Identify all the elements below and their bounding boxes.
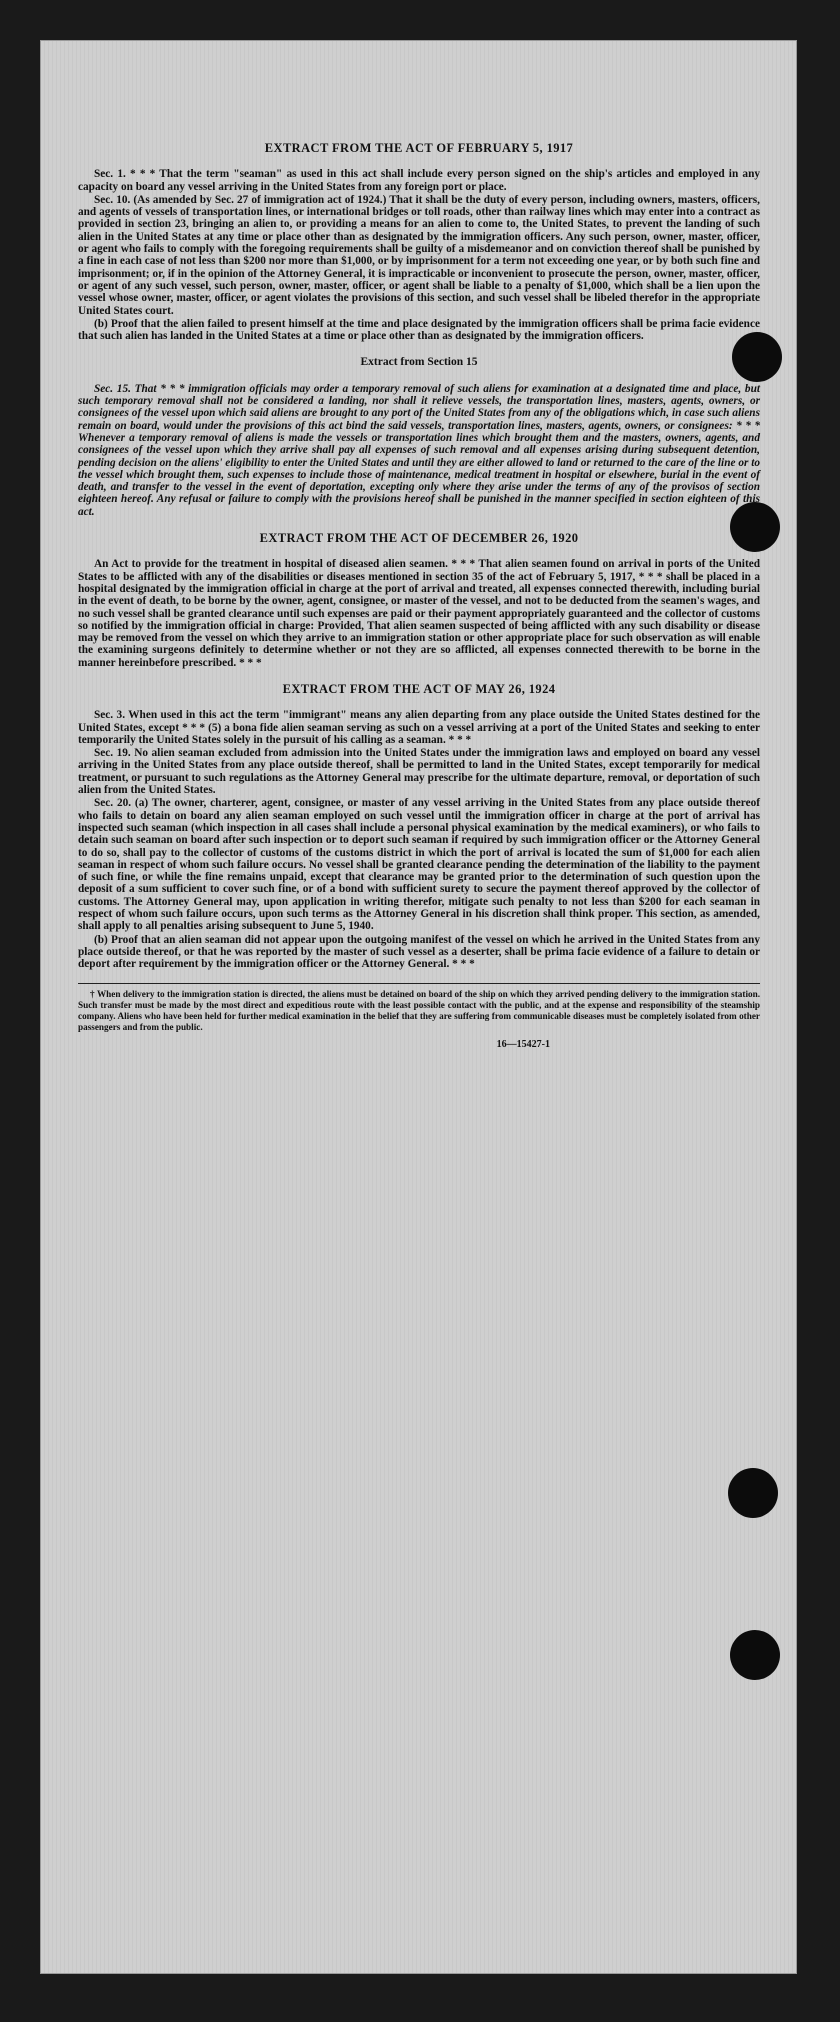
heading-act-1924: EXTRACT FROM THE ACT OF MAY 26, 1924	[282, 681, 556, 696]
heading-act-1920: EXTRACT FROM THE ACT OF DECEMBER 26, 1920	[259, 531, 579, 546]
punch-hole-3	[728, 1468, 778, 1518]
print-code: 16—15427-1	[496, 1038, 550, 1050]
paragraph-sec-10-b: (b) Proof that the alien failed to present himself at the time and place designated by the immigration officers shall be prima facie evidence that such alien has landed in the United States at a time or place other than as designated by the immigration officers.	[78, 317, 760, 343]
paragraph-sec-15: Sec. 15. That * * * immigration officials may order a temporary removal of such aliens for examination at a designated time and place, but such temporary removal shall not be considered a landing, nor shall it relieve vessels, the transportation lines, masters, agents, owners, or consignees of the vessel upon which said aliens are brought to any port of the United States from any of the obligations which, in case such aliens remain on board, would under the provisions of this act bind the said vessels, transportation lines, masters, agents, owners, or consignees: * * * Whenever a temporary removal of aliens is made the vessels or transportation lines which brought them and the masters, owners, agents, and consignees of the vessel upon which they arrive shall pay all expenses of such removal and all expenses arising during subsequent detention, pending decision on the aliens' eligibility to enter the United States and until they are either allowed to land or returned to the care of the line or to the vessel which brought them, such expenses to include those of maintenance, medical treatment in hospital or elsewhere, burial in the event of death, and transfer to the vessel in the event of deportation, excepting only where they arise under the terms of any of the provisos of section eighteen hereof. Any refusal or failure to comply with the provisions hereof shall be punished in the manner specified in section eighteen of this act.	[78, 382, 760, 518]
paragraph-sec-20-b: (b) Proof that an alien seaman did not appear upon the outgoing manifest of the vessel on which he arrived in the United States from any place outside thereof, or that he was reported by the master of such vessel as a deserter, shall be prima facie evidence of a failure to detain or deport after requirement by the immigration officer or the Attorney General. * * *	[78, 933, 760, 971]
subheading-section-15: Extract from Section 15	[360, 356, 478, 369]
heading-act-1917: EXTRACT FROM THE ACT OF FEBRUARY 5, 1917	[264, 141, 574, 155]
paragraph-act-1920: An Act to provide for the treatment in hospital of diseased alien seamen. * * * That alien seamen found on arrival in ports of the United States to be afflicted with any of the disabilities or diseases mentioned in section 35 of the act of February 5, 1917, * * * shall be placed in a hospital designated by the immigration official in charge at the port of arrival and treated, all expenses connected therewith, including burial in the event of death, to be borne by the owner, agent, consignee, or master of the vessel, and not to be deducted from the seamen's wages, and no such vessel shall be granted clearance until such expenses are paid or their payment appropriately guaranteed and the collector of customs so notified by the immigration official in charge: Provided, That alien seamen suspected of being afflicted with any such disability or disease may be removed from the vessel on which they arrive to an immigration station or other appropriate place for such observation as will enable the examining surgeons definitely to determine whether or not they are so afflicted, all expenses connected therewith to be borne in the manner hereinbefore prescribed. * * *	[78, 558, 760, 669]
paragraph-sec-20-a: Sec. 20. (a) The owner, charterer, agent, consignee, or master of any vessel arriving in the United States from any place outside thereof who fails to detain on board any alien seaman employed on such vessel until the immigration officer in charge at the port of arrival has inspected such seaman (which inspection in all cases shall include a personal physical examination by the medical examiners), or who fails to detain such seaman on board after such inspection or to deport such seaman if required by such immigration officer or the Attorney General to do so, shall pay to the collector of customs of the customs district in which the port of arrival is located the sum of $1,000 for each alien seaman in respect of whom such failure occurs. No vessel shall be granted clearance pending the determination of the liability to the payment of such fine, or while the fine remains unpaid, except that clearance may be granted prior to the determination of such question upon the deposit of a sum sufficient to cover such fine, or of a bond with sufficient surety to secure the payment thereof approved by the collector of customs. The Attorney General may, upon application in writing therefor, mitigate such penalty to not less than $200 for each seaman in respect of whom such failure occurs, upon such terms as the Attorney General in his discretion shall think proper. This section, as amended, shall apply to all penalties arising subsequent to June 5, 1940.	[78, 797, 760, 933]
footnote-text: † When delivery to the immigration station is directed, the aliens must be detained on board of the ship on which they arrived pending delivery to the immigration station. Such transfer must be made by the most direct and expeditious route with the least possible contact with the public, and at the expense and responsibility of the steamship company. Aliens who have been held for further medical examination in the belief that they are suffering from communicable diseases must be completely isolated from other passengers and from the public.	[78, 988, 760, 1032]
document-page	[40, 40, 797, 1974]
punch-hole-4	[730, 1630, 780, 1680]
document-body	[78, 142, 760, 1051]
paragraph-sec-3: Sec. 3. When used in this act the term "immigrant" means any alien departing from any place outside the United States destined for the United States, except * * * (5) a bona fide alien seaman serving as such on a vessel arriving at a port of the United States and seeking to enter temporarily the United States solely in the pursuit of his calling as a seaman. * * *	[78, 709, 760, 746]
paragraph-sec-19: Sec. 19. No alien seaman excluded from admission into the United States under the immigration laws and employed on board any vessel arriving in the United States from any place outside thereof, shall be permitted to land in the United States, except temporarily for medical treatment, or pursuant to such regulations as the Attorney General may prescribe for the ultimate departure, removal, or deportation of such alien from the United States.	[78, 747, 760, 797]
paragraph-sec-10: Sec. 10. (As amended by Sec. 27 of immigration act of 1924.) That it shall be the duty of every person, including owners, masters, officers, and agents of vessels of transportation lines, or international bridges or toll roads, other than railway lines which may enter into a contract as provided in section 23, bringing an alien to, or providing a means for an alien to come to, the United States, to prevent the landing of such alien in the United States at any time or place other than as designated by the immigration officers. Any such person, owner, master, officer, or agent who fails to comply with the foregoing requirements shall be guilty of a misdemeanor and on conviction thereof shall be punished by a fine in each case of not less than $200 nor more than $1,000, or by imprisonment for a term not exceeding one year, or by both such fine and imprisonment; or, if in the opinion of the Attorney General, it is impracticable or inconvenient to prosecute the person, owner, master, officer, or agent of any such vessel, such person, owner, master, officer, or agent shall be liable to a penalty of $1,000, which shall be a lien upon the vessel whose owner, master, officer, or agent violates the provisions of this section, and such vessel shall be libeled therefor in the appropriate United States court.	[78, 193, 760, 317]
paragraph-sec-1: Sec. 1. * * * That the term "seaman" as used in this act shall include every person signed on the ship's articles and employed in any capacity on board any vessel arriving in the United States from any foreign port or place.	[78, 168, 760, 193]
footnote-block	[78, 983, 760, 1033]
